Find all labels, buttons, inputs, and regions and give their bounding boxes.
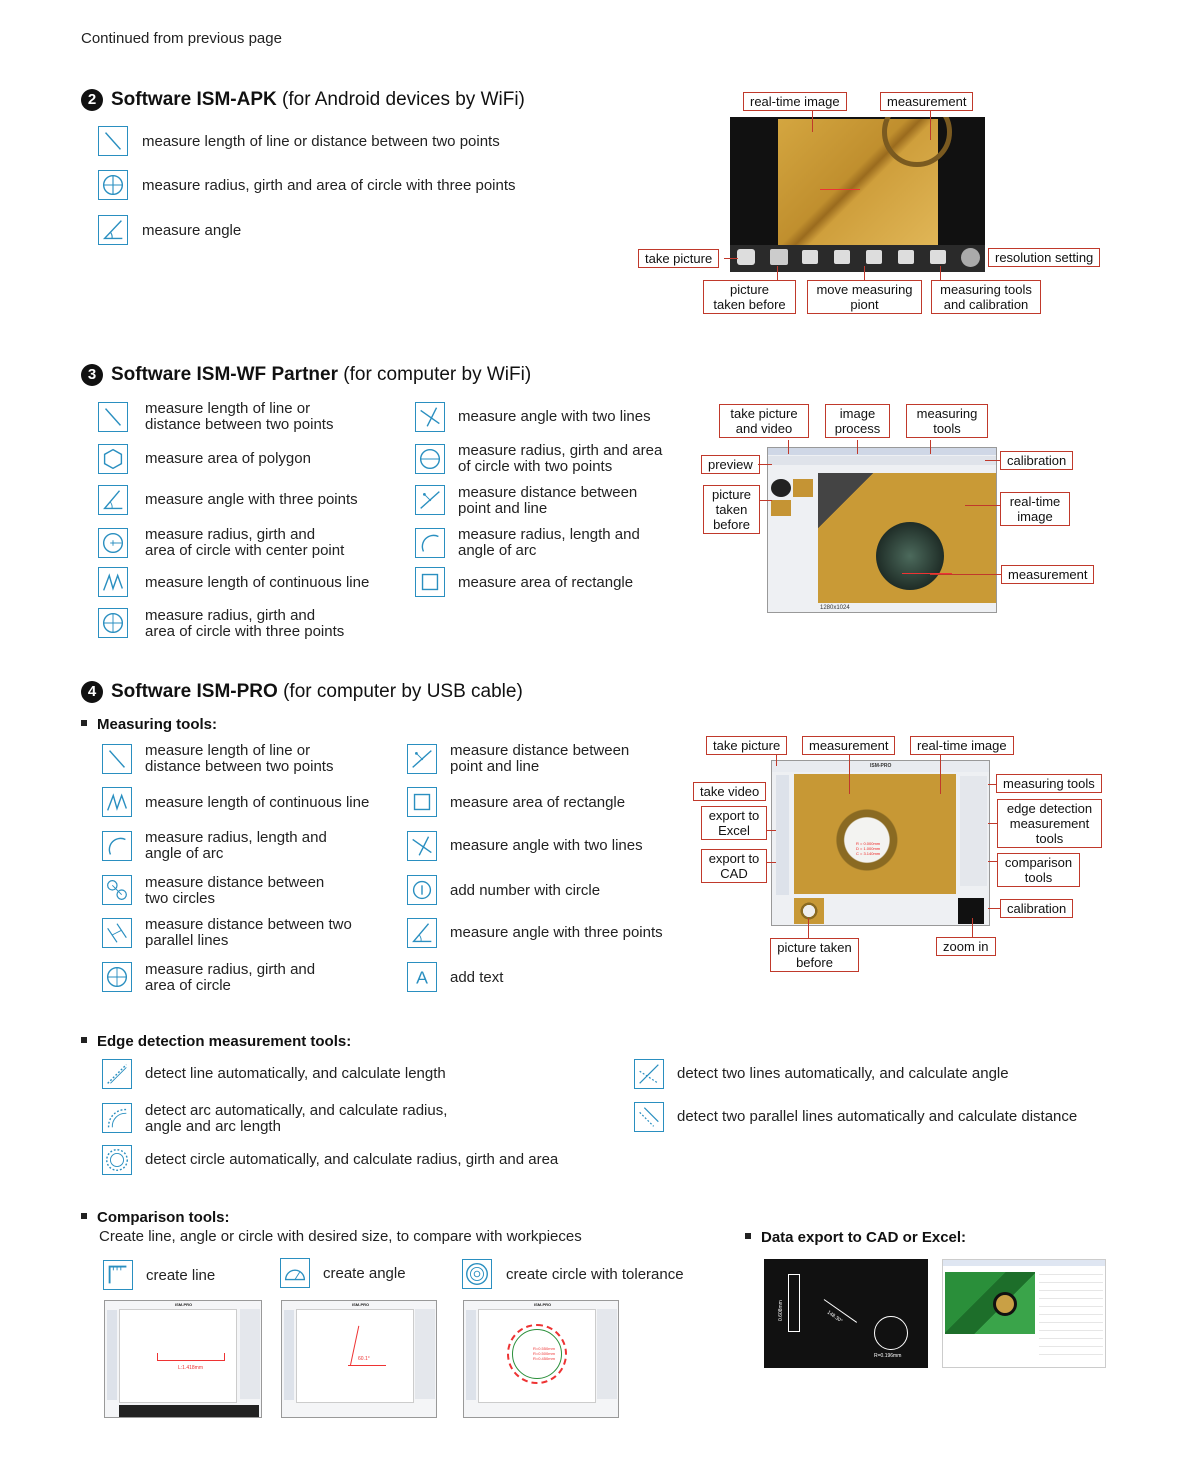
angle-two-lines-icon	[415, 402, 445, 432]
circle-two-points-icon	[415, 444, 445, 474]
list-item: detect two lines automatically, and calculate angle	[677, 1065, 1009, 1082]
subheading-measuring: Measuring tools:	[81, 716, 217, 733]
arrow-left-icon[interactable]	[802, 250, 818, 264]
rectangle-area-icon	[415, 567, 445, 597]
callout-take-picture-video: take picture and video	[719, 404, 809, 438]
callout-edge-detection: edge detection measurement tools	[997, 799, 1102, 848]
thumbnail[interactable]	[793, 479, 813, 497]
arrow-right-icon[interactable]	[898, 250, 914, 264]
list-item: measure area of polygon	[145, 450, 311, 467]
callout-realtime: real-time image	[1000, 492, 1070, 526]
callout-realtime: real-time image	[743, 92, 847, 111]
subheading-edge: Edge detection measurement tools:	[81, 1033, 351, 1050]
window-toolbar	[768, 456, 996, 465]
ruler-icon[interactable]	[930, 250, 946, 264]
arc-icon	[102, 831, 132, 861]
callout-zoom-in: zoom in	[936, 937, 996, 956]
comp-line-screenshot: ISM-PRO L:1.418mm	[104, 1300, 262, 1418]
right-toolbar	[960, 776, 987, 886]
arrow-up-icon[interactable]	[834, 250, 850, 264]
number-circle-icon	[407, 875, 437, 905]
list-item: measure length of line or distance between two points	[145, 742, 334, 775]
subheading-comparison: Comparison tools:	[81, 1209, 230, 1226]
list-item: measure radius, length and angle of arc	[145, 829, 327, 862]
comp-circle-screenshot: ISM-PRO R=0.550mm R=0.500mm R=0.450mm	[463, 1300, 619, 1418]
list-item: measure angle with three points	[145, 491, 358, 508]
thumbnail[interactable]	[771, 479, 791, 497]
continued-note: Continued from previous page	[81, 30, 282, 47]
list-item: measure length of continuous line	[145, 574, 370, 591]
callout-resolution: resolution setting	[988, 248, 1100, 267]
list-item: create angle	[323, 1265, 406, 1282]
list-item: measure distance between two circles	[145, 874, 325, 907]
comparison-angle	[348, 1365, 386, 1366]
continuous-line-icon	[98, 567, 128, 597]
section-number: 2	[81, 89, 103, 111]
list-item: create line	[146, 1267, 216, 1284]
realtime-image	[794, 774, 956, 894]
parallel-lines-distance-icon	[102, 918, 132, 948]
callout-measuring-tools: measuring tools	[906, 404, 988, 438]
create-circle-icon	[462, 1259, 492, 1289]
list-item: measure radius, girth and area of circle with three points	[145, 607, 345, 640]
list-item: detect arc automatically, and calculate radius, angle and arc length	[145, 1102, 448, 1135]
circle-three-points-icon	[98, 170, 128, 200]
angle-two-lines-icon	[407, 831, 437, 861]
list-item: measure distance between point and line	[458, 484, 638, 517]
callout-export-cad: export to CAD	[701, 849, 767, 883]
wf-screenshot	[767, 447, 997, 613]
section-title: Software ISM-APK	[111, 89, 277, 110]
callout-measurement: measurement	[802, 736, 895, 755]
comparison-desc: Create line, angle or circle with desired size, to compare with workpieces	[99, 1228, 582, 1245]
callout-take-picture: take picture	[638, 249, 719, 268]
list-item: measure angle with two lines	[458, 408, 651, 425]
angle-icon	[98, 215, 128, 245]
list-item: measure angle with three points	[450, 924, 663, 941]
line-length-icon	[98, 126, 128, 156]
line-length-icon	[98, 402, 128, 432]
callout-measurement: measurement	[880, 92, 973, 111]
thumbnail[interactable]	[794, 898, 824, 924]
callout-take-picture: take picture	[706, 736, 787, 755]
list-item: measure radius, girth and area of circle with three points	[142, 177, 516, 194]
continuous-line-icon	[102, 787, 132, 817]
detect-arc-icon	[102, 1103, 132, 1133]
detect-two-lines-icon	[634, 1059, 664, 1089]
list-item: measure distance between two parallel lines	[145, 916, 352, 949]
list-item: add number with circle	[450, 882, 601, 899]
list-item: measure distance between point and line	[450, 742, 630, 775]
callout-calibration: calibration	[1000, 899, 1073, 918]
list-item: detect two parallel lines automatically and calculate distance	[677, 1108, 1078, 1125]
section-title-apk	[81, 89, 525, 111]
list-item: measure length of line or distance between two points	[145, 400, 334, 433]
callout-measuring-tools: measuring tools	[996, 774, 1102, 793]
list-item: measure radius, length and angle of arc	[458, 526, 640, 559]
point-line-distance-icon	[407, 744, 437, 774]
window-titlebar	[768, 448, 996, 455]
callout-take-video: take video	[693, 782, 766, 801]
list-item: create circle with tolerance	[506, 1266, 684, 1283]
list-item: measure area of rectangle	[458, 574, 634, 591]
callout-image-process: image process	[825, 404, 890, 438]
callout-tools-calibration: measuring tools and calibration	[931, 280, 1041, 314]
measurement-readout: R = 0.000mm D = 1.000mm C = 3.140mm	[856, 841, 881, 856]
create-angle-icon	[280, 1258, 310, 1288]
line-length-icon	[102, 744, 132, 774]
comp-angle-screenshot: ISM-PRO 60.1°	[281, 1300, 437, 1418]
thumbnail[interactable]	[771, 500, 791, 516]
callout-move-point: move measuring piont	[807, 280, 922, 314]
subheading-export: Data export to CAD or Excel:	[745, 1229, 966, 1246]
list-item: detect circle automatically, and calculate radius, girth and area	[145, 1151, 559, 1168]
svg-text:A: A	[416, 967, 428, 988]
list-item: measure radius, girth and area of circle with center point	[145, 526, 345, 559]
circle-icon	[102, 962, 132, 992]
apk-screenshot	[730, 117, 985, 272]
callout-picture-before: picture taken before	[703, 280, 796, 314]
list-item: measure radius, girth and area of circle with two points	[458, 442, 663, 475]
callout-picture-before: picture taken before	[703, 485, 760, 534]
callout-export-excel: export to Excel	[701, 806, 767, 840]
gallery-icon[interactable]	[770, 249, 788, 265]
measurement-line	[820, 189, 860, 190]
left-toolbar	[776, 775, 789, 895]
rectangle-area-icon	[407, 787, 437, 817]
detect-circle-icon	[102, 1145, 132, 1175]
circle-center-point-icon	[98, 528, 128, 558]
list-item: measure angle	[142, 222, 242, 239]
comparison-line	[157, 1353, 225, 1361]
arc-icon	[415, 528, 445, 558]
section-title-wf: 3 Software ISM-WF Partner (for computer by WiFi)	[81, 364, 531, 386]
excel-export-image	[942, 1259, 1106, 1368]
list-item: measure angle with two lines	[450, 837, 643, 854]
arrow-down-icon[interactable]	[866, 250, 882, 264]
list-item: add text	[450, 969, 504, 986]
cad-export-image: 0.608mm 148.30° R=0.196mm	[764, 1259, 928, 1368]
section-title-pro: 4 Software ISM-PRO (for computer by USB cable)	[81, 681, 523, 703]
list-item: measure area of rectangle	[450, 794, 626, 811]
point-line-distance-icon	[415, 485, 445, 515]
callout-preview: preview	[701, 455, 760, 474]
callout-realtime: real-time image	[910, 736, 1014, 755]
create-line-icon	[103, 1260, 133, 1290]
callout-calibration: calibration	[1000, 451, 1073, 470]
angle-three-points-icon	[98, 485, 128, 515]
detect-line-icon	[102, 1059, 132, 1089]
section-subtitle: (for Android devices by WiFi)	[282, 89, 525, 110]
camera-icon[interactable]	[737, 249, 755, 265]
settings-icon[interactable]	[961, 248, 980, 267]
list-item: detect line automatically, and calculate length	[145, 1065, 446, 1082]
pro-screenshot: ISM-PRO R = 0.000mm D = 1.000mm C = 3.140mm	[771, 760, 990, 926]
list-item: measure length of line or distance between two points	[142, 133, 500, 150]
text-icon	[407, 962, 437, 992]
angle-three-points-icon	[407, 918, 437, 948]
callout-picture-before: picture taken before	[770, 938, 859, 972]
circle-three-points-icon	[98, 608, 128, 638]
two-circles-distance-icon	[102, 875, 132, 905]
polygon-area-icon	[98, 444, 128, 474]
list-item: measure radius, girth and area of circle	[145, 961, 316, 994]
apk-toolbar	[730, 245, 985, 272]
zoom-window	[958, 898, 984, 924]
callout-comparison: comparison tools	[997, 853, 1080, 887]
callout-measurement: measurement	[1001, 565, 1094, 584]
detect-parallel-lines-icon	[634, 1102, 664, 1132]
list-item: measure length of continuous line	[145, 794, 370, 811]
status-bar: 1280x1024	[820, 605, 850, 611]
